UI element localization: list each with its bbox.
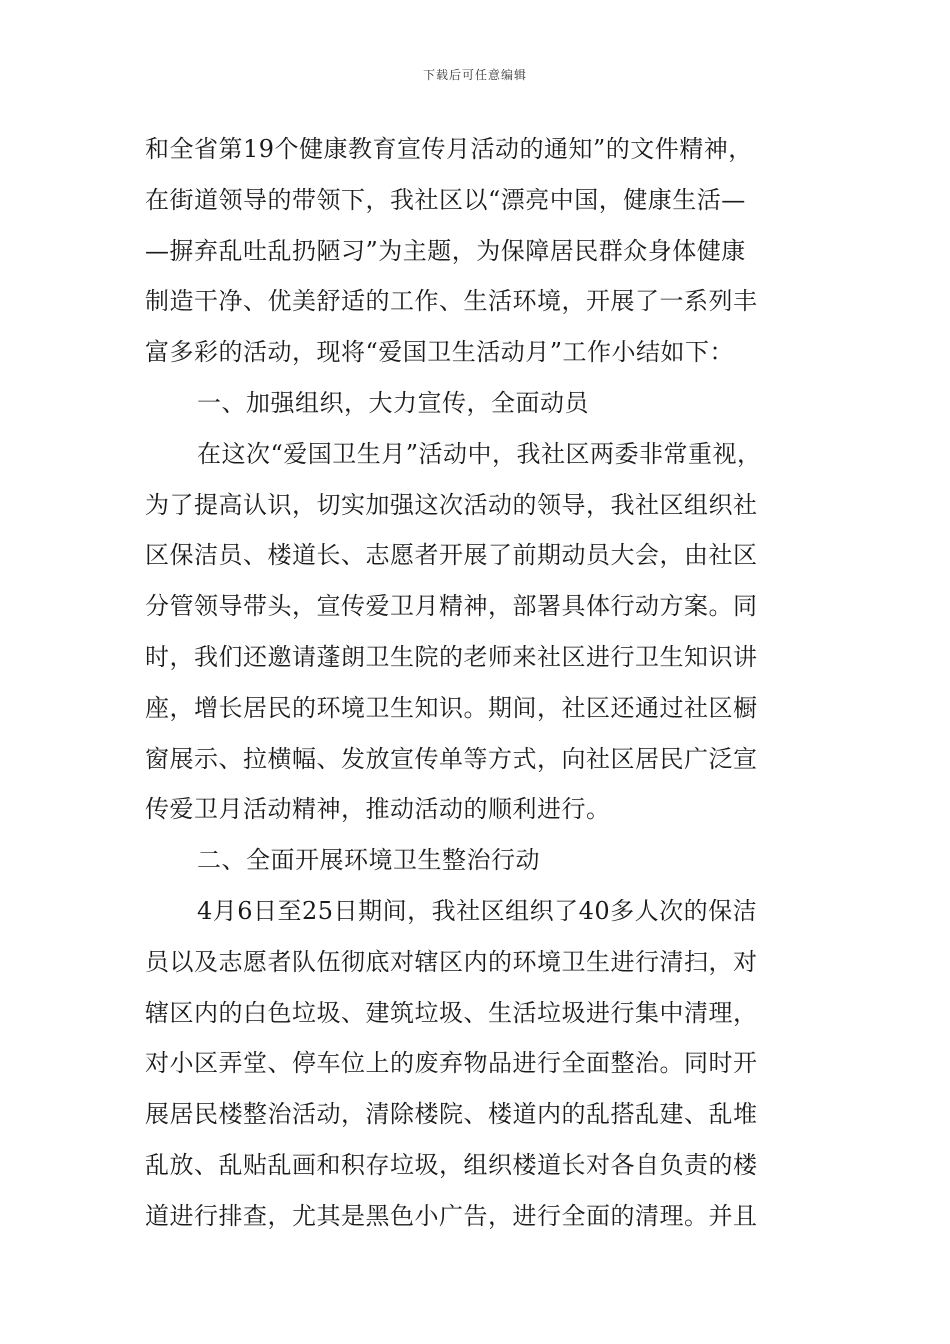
text-line-4: 制造干净、优美舒适的工作、生活环境，开展了一系列丰 [145, 287, 758, 316]
text-line-5: 富多彩的活动，现将“爱国卫生活动月”工作小结如下： [145, 338, 735, 367]
document-body [145, 124, 835, 1242]
text-line-22: 道进行排查，尤其是黑色小广告，进行全面的清理。并且 [145, 1201, 758, 1230]
text-line-10: 分管领导带头，宣传爱卫月精神，部署具体行动方案。同 [145, 592, 758, 621]
text-line-1: 和全省第19个健康教育宣传月活动的通知”的文件精神， [145, 135, 753, 163]
section-heading-2: 二、全面开展环境卫生整治行动 [197, 846, 540, 875]
text-line-8: 为了提高认识，切实加强这次活动的领导，我社区组织社 [145, 490, 758, 519]
text-line-7: 在这次“爱国卫生月”活动中，我社区两委非常重视， [197, 439, 762, 468]
text-line-12: 座，增长居民的环境卫生知识。期间，社区还通过社区橱 [145, 693, 758, 722]
header-note: 下载后可任意编辑 [422, 68, 527, 82]
text-line-20: 展居民楼整治活动，清除楼院、楼道内的乱搭乱建、乱堆 [145, 1100, 758, 1129]
text-line-3: —摒弃乱吐乱扔陋习”为主题，为保障居民群众身体健康 [145, 236, 746, 265]
text-line-13: 窗展示、拉横幅、发放宣传单等方式，向社区居民广泛宣 [145, 744, 758, 773]
text-line-21: 乱放、乱贴乱画和积存垃圾，组织楼道长对各自负责的楼 [145, 1150, 758, 1179]
text-line-17: 员以及志愿者队伍彻底对辖区内的环境卫生进行清扫，对 [145, 947, 758, 976]
text-line-14: 传爱卫月活动精神，推动活动的顺利进行。 [145, 795, 611, 824]
section-heading-1: 一、加强组织，大力宣传，全面动员 [197, 388, 589, 417]
text-line-16: 4月6日至25日期间，我社区组织了40多人次的保洁 [197, 896, 758, 925]
text-line-19: 对小区弄堂、停车位上的废弃物品进行全面整治。同时开 [145, 1049, 758, 1078]
text-line-11: 时，我们还邀请蓬朗卫生院的老师来社区进行卫生知识讲 [145, 642, 758, 671]
text-line-18: 辖区内的白色垃圾、建筑垃圾、生活垃圾进行集中清理， [145, 998, 758, 1027]
text-line-2: 在街道领导的带领下，我社区以“漂亮中国，健康生活— [145, 185, 746, 214]
text-line-9: 区保洁员、楼道长、志愿者开展了前期动员大会，由社区 [145, 541, 758, 570]
